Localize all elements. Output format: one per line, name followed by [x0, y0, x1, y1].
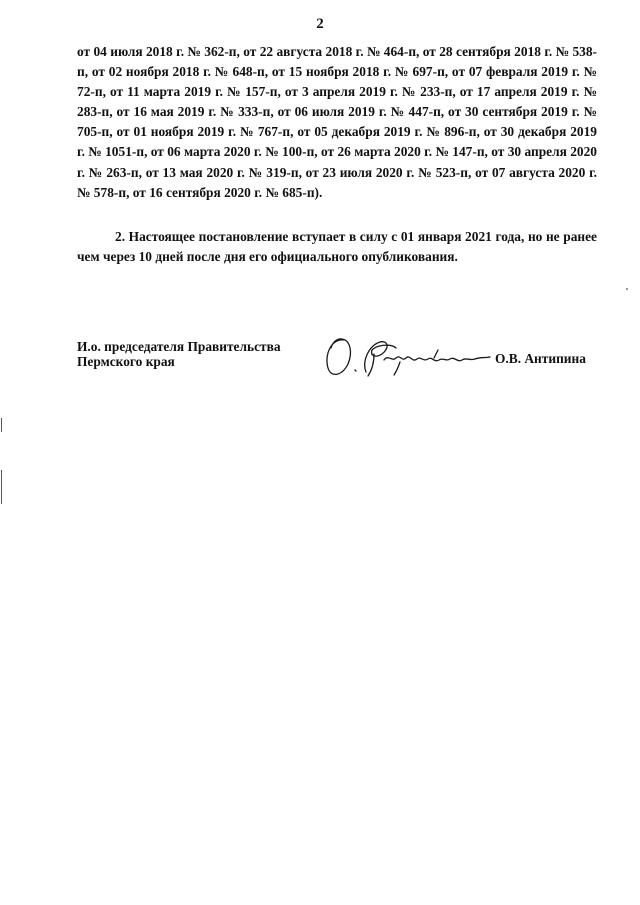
scan-speck [626, 288, 628, 290]
scan-edge-mark [1, 470, 2, 504]
signer-title-line-2: Пермского края [77, 354, 175, 369]
handwritten-signature [322, 332, 494, 382]
body-paragraph-1: от 04 июля 2018 г. № 362-п, от 22 августа 2018 г. № 464-п, от 28 сентября 2018 г. № 538-п, от 02 ноября 2018 г. № 648-п, от 15 ноября 2018 г. № 697-п, от 07 февраля 2019 г. № 72-п, от 11 марта 2019 г. № 157-п, от 3 апреля 2019 г. № 233-п, от 17 апреля 2019 г. № 283-п, от 16 мая 2019 г. № 333-п, от 06 июля 2019 г. № 447-п, от 30 сентября 2019 г. № 705-п, от 01 ноября 2019 г. № 767-п, от 05 декабря 2019 г. № 896-п, от 30 декабря 2019 г. № 1051-п, от 06 марта 2020 г. № 100-п, от 26 марта 2020 г. № 147-п, от 30 апреля 2020 г. № 263-п, от 13 мая 2020 г. № 319-п, от 23 июля 2020 г. № 523-п, от 07 августа 2020 г. № 578-п, от 16 сентября 2020 г. № 685-п). [77, 44, 597, 200]
signer-title-line-1: И.о. председателя Правительства [77, 339, 281, 354]
scan-edge-mark [1, 418, 2, 432]
signer-title [77, 339, 281, 369]
body-paragraph-2: 2. Настоящее постановление вступает в силу с 01 января 2021 года, но не ранее чем через 10 дней после дня его официального опубликования. [77, 229, 597, 265]
page-number: 2 [316, 16, 324, 32]
signer-name: О.В. Антипина [495, 351, 586, 366]
